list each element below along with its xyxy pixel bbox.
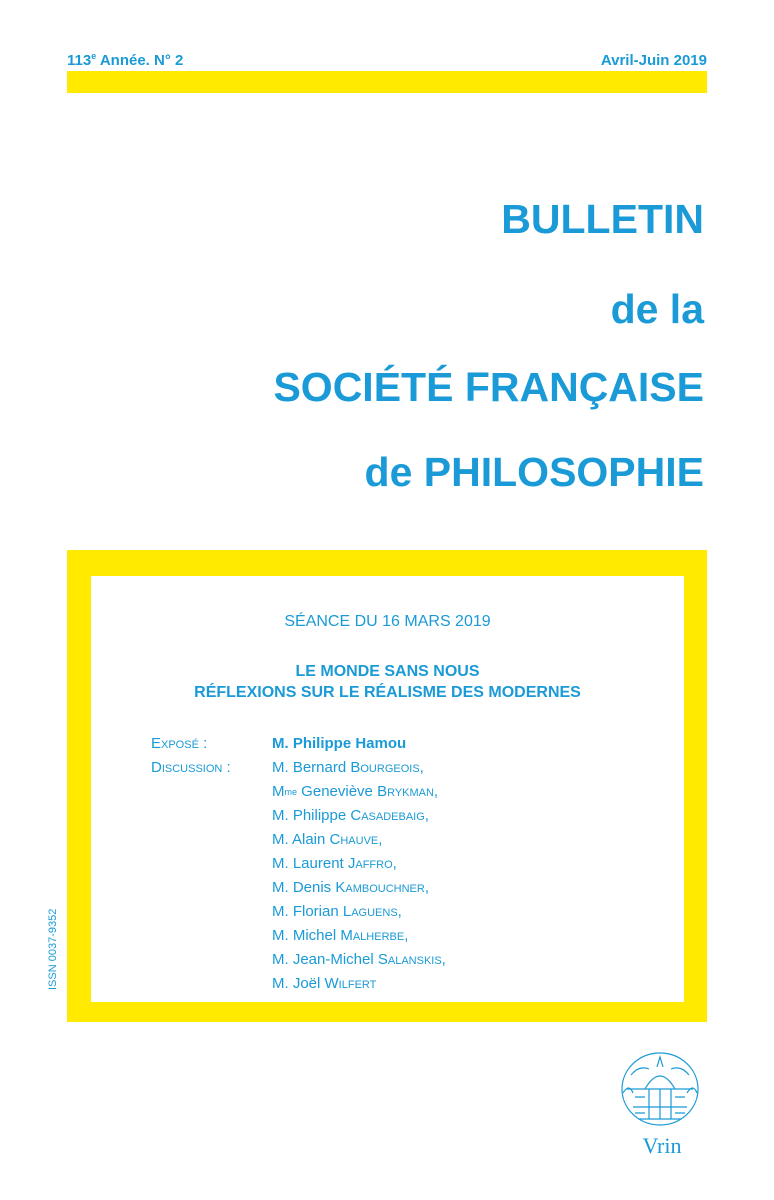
issn-number: ISSN 0037-9352	[47, 908, 59, 990]
discussant: M. Philippe Casadebaig,	[272, 807, 429, 824]
speaker-name: M. Philippe Hamou	[272, 735, 407, 752]
discussant: M. Florian Laguens,	[272, 903, 402, 920]
discussant: M. Bernard Bourgeois,	[272, 759, 424, 776]
title-line-4: de PHILOSOPHIE	[364, 449, 704, 495]
discussant: M. Joël Wilfert	[272, 975, 377, 992]
content-panel	[91, 576, 684, 1002]
discussant: M. Laurent Jaffro,	[272, 855, 397, 872]
participant-list	[272, 735, 446, 999]
title-line-3: SOCIÉTÉ FRANÇAISE	[273, 364, 704, 410]
title-line-2: de la	[610, 286, 704, 332]
publisher-name: Vrin	[642, 1133, 682, 1158]
subtitle-line-2: RÉFLEXIONS SUR LE RÉALISME DES MODERNES	[194, 684, 581, 701]
seance-date: SÉANCE DU 16 MARS 2019	[284, 613, 491, 630]
top-yellow-band	[67, 71, 707, 93]
discussant: M. Jean-Michel Salanskis,	[272, 951, 446, 968]
issue-date: Avril-Juin 2019	[600, 52, 707, 69]
discussant: $M^{me}$ Geneviève Brykman,	[272, 783, 439, 800]
subtitle-line-1: LE MONDE SANS NOUS	[295, 663, 480, 680]
discussant: M. Denis Kambouchner,	[272, 879, 429, 896]
role-discussion: Discussion :	[151, 759, 231, 776]
role-expose: Exposé :	[151, 735, 208, 752]
discussant: M. Michel Malherbe,	[272, 927, 409, 944]
issue-header	[67, 52, 707, 70]
discussant: M. Alain Chauve,	[272, 831, 383, 848]
issue-number: 113e Année. N° 2	[67, 51, 184, 69]
content-frame	[67, 550, 707, 1022]
title-line-1: BULLETIN	[501, 196, 704, 242]
